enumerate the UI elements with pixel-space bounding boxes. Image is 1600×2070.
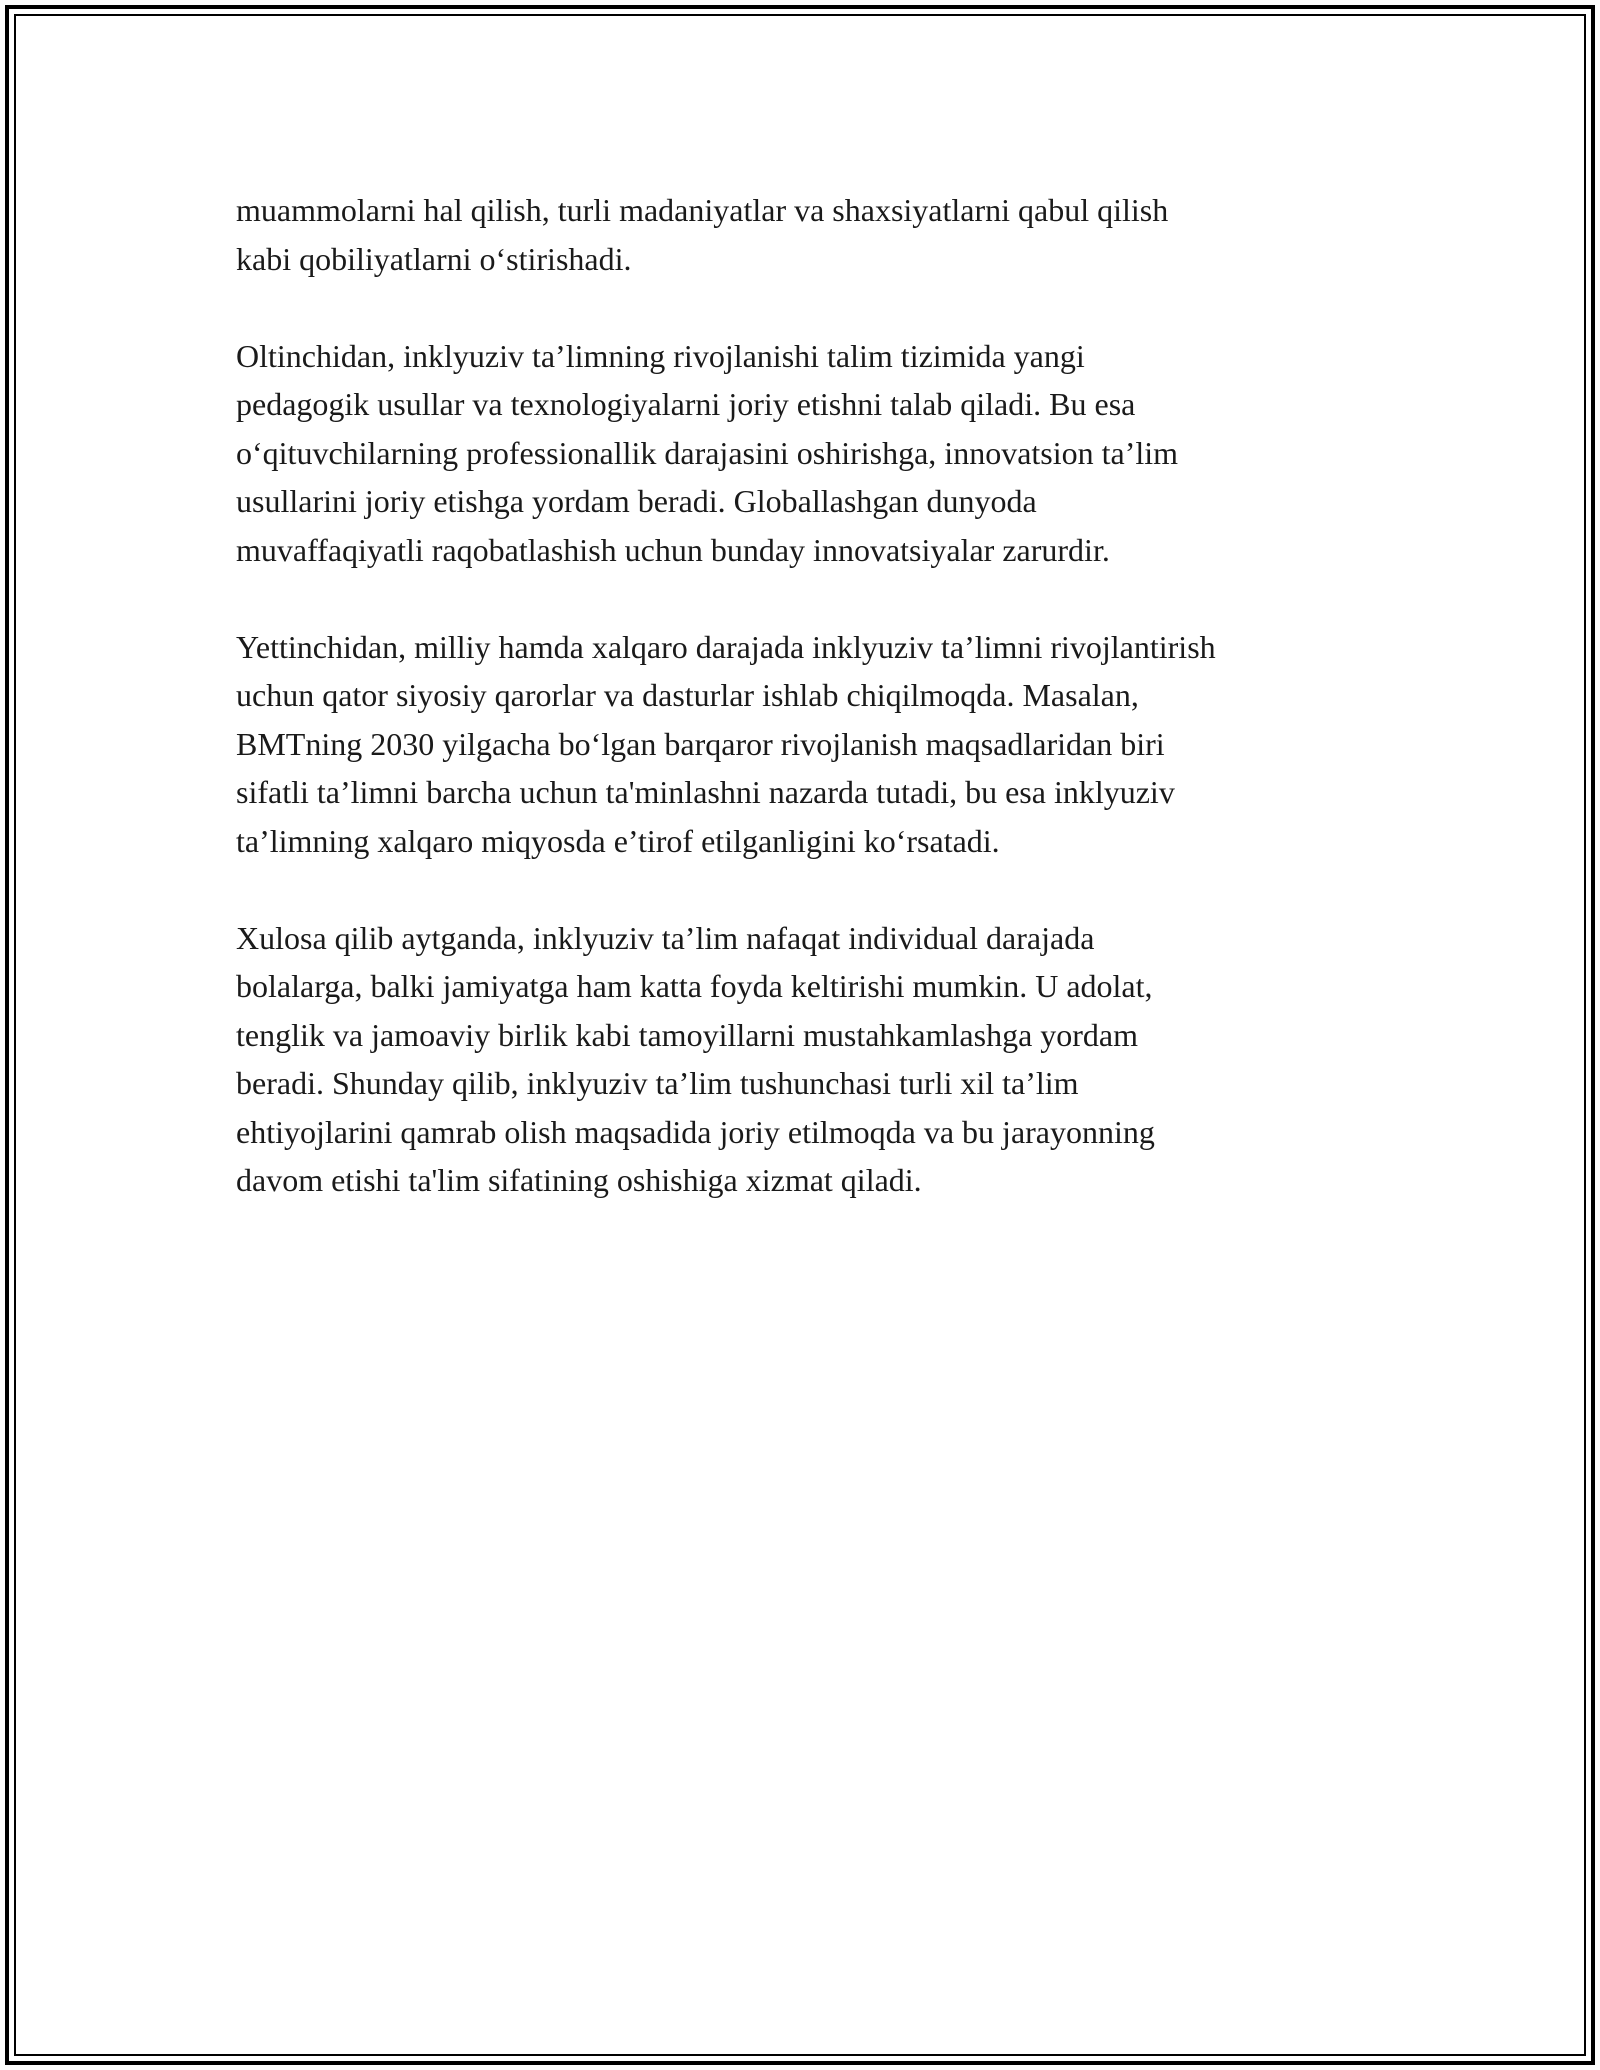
- text-line: Oltinchidan, inklyuziv ta’limning rivojlanishi talim tizimida yangi: [236, 337, 1085, 374]
- text-line: ta’limning xalqaro miqyosda e’tirof etilganligini ko‘rsatadi.: [236, 822, 1000, 859]
- text-line: beradi. Shunday qilib, inklyuziv ta’lim tushunchasi turli xil ta’lim: [236, 1065, 1079, 1101]
- text-line: pedagogik usullar va texnologiyalarni joriy etishni talab qiladi. Bu esa: [236, 386, 1136, 422]
- text-line: Yettinchidan, milliy hamda xalqaro darajada inklyuziv ta’limni rivojlantirish: [236, 628, 1216, 665]
- text-line: sifatli ta’limni barcha uchun ta'minlashni nazarda tutadi, bu esa inklyuziv: [236, 774, 1175, 810]
- document-body: [236, 186, 1366, 1253]
- paragraph-2: [236, 332, 1366, 575]
- paragraph-3: [236, 623, 1366, 866]
- text-line: ehtiyojlarini qamrab olish maqsadida joriy etilmoqda va bu jarayonning: [236, 1113, 1155, 1150]
- text-line: uchun qator siyosiy qarorlar va dasturlar ishlab chiqilmoqda. Masalan,: [236, 677, 1139, 713]
- text-line: BMTning 2030 yilgacha bo‘lgan barqaror rivojlanish maqsadlaridan biri: [236, 725, 1165, 762]
- text-line: kabi qobiliyatlarni o‘stirishadi.: [236, 240, 632, 277]
- text-line: davom etishi ta'lim sifatining oshishiga xizmat qiladi.: [236, 1162, 922, 1198]
- paragraph-4: [236, 914, 1366, 1205]
- text-line: tenglik va jamoaviy birlik kabi tamoyillarni mustahkamlashga yordam: [236, 1016, 1139, 1053]
- text-line: usullarini joriy etishga yordam beradi. Globallashgan dunyoda: [236, 483, 1037, 519]
- text-line: muvaffaqiyatli raqobatlashish uchun bunday innovatsiyalar zarurdir.: [236, 531, 1110, 568]
- text-line: Xulosa qilib aytganda, inklyuziv ta’lim nafaqat individual darajada: [236, 919, 1095, 956]
- paragraph-1: [236, 186, 1366, 283]
- text-line: o‘qituvchilarning professionallik darajasini oshirishga, innovatsion ta’lim: [236, 434, 1179, 471]
- text-line: muammolarni hal qilish, turli madaniyatlar va shaxsiyatlarni qabul qilish: [236, 192, 1169, 228]
- text-line: bolalarga, balki jamiyatga ham katta foyda keltirishi mumkin. U adolat,: [236, 968, 1153, 1004]
